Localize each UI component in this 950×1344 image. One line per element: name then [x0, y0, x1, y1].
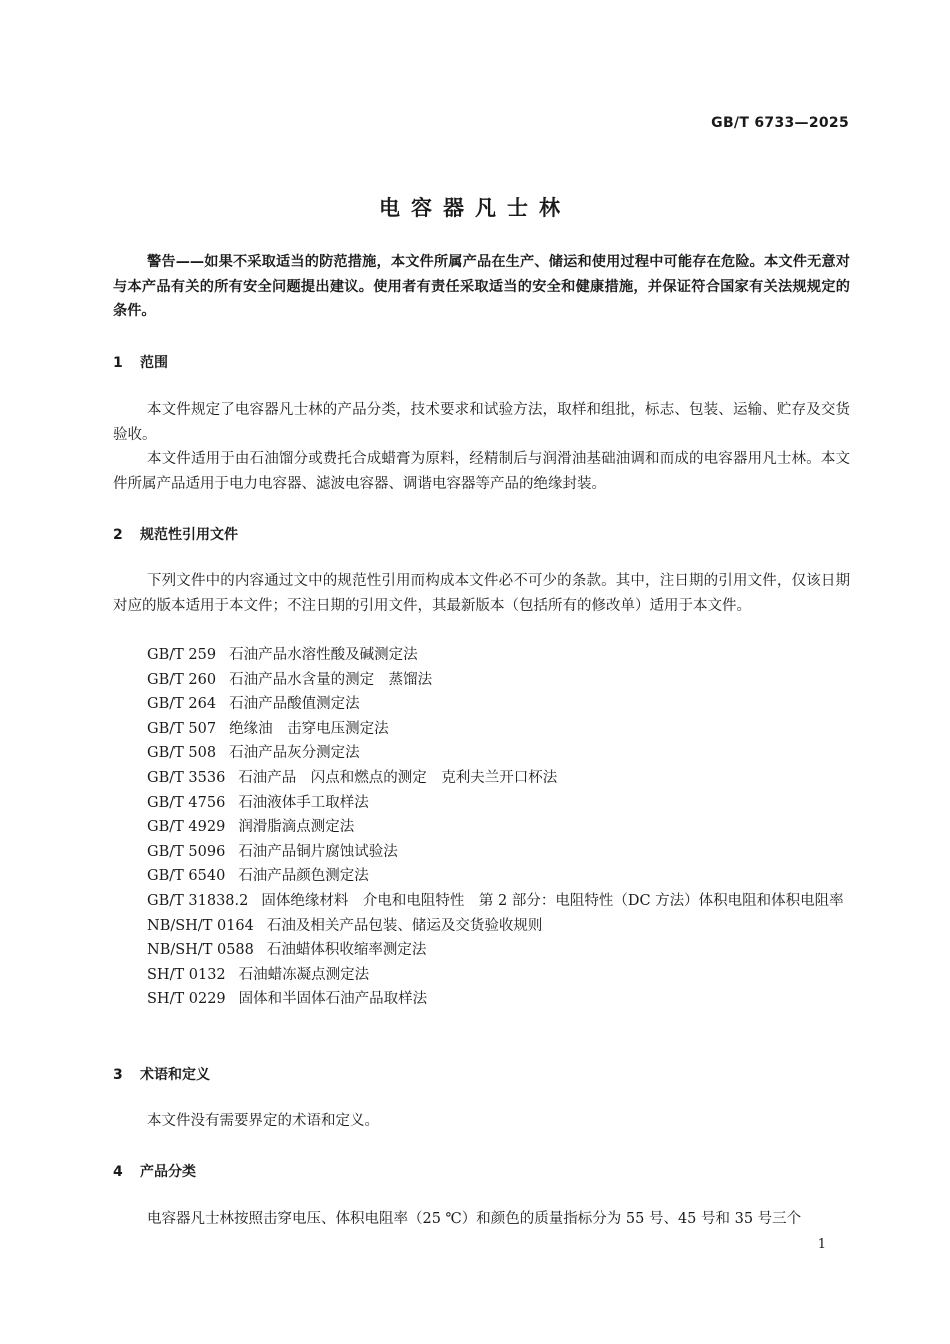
section-title: 规范性引用文件 [140, 527, 238, 543]
reference-code: GB/T 6540 [147, 868, 226, 885]
section-2-paragraph-1: 下列文件中的内容通过文中的规范性引用而构成本文件必不可少的条款。其中，注日期的引用文件，仅该日期对应的版本适用于本文件；不注日期的引用文件，其最新版本（包括所有的修改单）适用于本文件。 [113, 573, 850, 614]
reference-item [113, 668, 850, 693]
reference-item [113, 889, 850, 914]
reference-list [113, 643, 850, 1012]
reference-code: GB/T 4756 [147, 794, 226, 811]
section-3-heading [113, 1064, 210, 1084]
reference-code: GB/T 5096 [147, 843, 226, 860]
section-number: 1 [113, 355, 123, 371]
reference-title: 石油产品水溶性酸及碱测定法 [229, 647, 418, 663]
section-title: 范围 [140, 355, 168, 371]
section-number: 2 [113, 527, 123, 543]
section-1-paragraph-1: 本文件规定了电容器凡士林的产品分类，技术要求和试验方法，取样和组批，标志、包装、运输、贮存及交货验收。 [113, 402, 850, 443]
reference-item [113, 692, 850, 717]
reference-title: 石油产品颜色测定法 [238, 868, 369, 885]
reference-title: 石油蜡冻凝点测定法 [238, 966, 370, 983]
reference-code: NB/SH/T 0164 [147, 917, 254, 934]
section-1-paragraph-2: 本文件适用于由石油馏分或费托合成蜡膏为原料，经精制后与润滑油基础油调和而成的电容器用凡士林。本文件所属产品适用于电力电容器、滤波电容器、调谐电容器等产品的绝缘封装。 [113, 451, 850, 492]
reference-title: 石油蜡体积收缩率测定法 [266, 942, 427, 959]
reference-code: SH/T 0229 [147, 991, 226, 1008]
reference-title: 石油产品铜片腐蚀试验法 [238, 843, 398, 860]
reference-title: 石油产品灰分测定法 [229, 745, 360, 762]
reference-item [113, 864, 850, 889]
section-1-heading [113, 352, 168, 372]
reference-code: GB/T 259 [147, 647, 217, 663]
reference-code: GB/T 264 [147, 696, 217, 713]
reference-item [113, 938, 850, 963]
reference-item [113, 914, 850, 939]
section-2-heading [113, 524, 238, 544]
reference-code: GB/T 4929 [147, 819, 226, 836]
section-number: 3 [113, 1067, 123, 1083]
reference-title: 石油产品酸值测定法 [229, 696, 360, 713]
reference-title: 石油及相关产品包装、储运及交货验收规则 [266, 917, 543, 934]
reference-item [113, 717, 850, 742]
reference-title: 绝缘油 击穿电压测定法 [229, 720, 389, 737]
section-number: 4 [113, 1164, 123, 1180]
reference-item [113, 987, 850, 1012]
reference-title: 石油产品水含量的测定 蒸馏法 [229, 671, 433, 688]
section-title: 术语和定义 [140, 1067, 210, 1083]
reference-code: GB/T 31838.2 [147, 892, 249, 909]
reference-title: 固体绝缘材料 介电和电阻特性 第 2 部分：电阻特性（DC 方法）体积电阻和体积电阻率 [261, 892, 844, 909]
reference-code: GB/T 507 [147, 720, 217, 737]
reference-item [113, 815, 850, 840]
reference-code: GB/T 260 [147, 671, 217, 688]
reference-title: 石油液体手工取样法 [238, 794, 369, 811]
reference-title: 润滑脂滴点测定法 [238, 819, 355, 836]
section-4-paragraph-1: 电容器凡士林按照击穿电压、体积电阻率（25 ℃）和颜色的质量指标分为 55 号、45 号和 35 号三个 [147, 1211, 802, 1227]
standard-number: GB/T 6733—2025 [711, 115, 849, 131]
warning-paragraph: 警告——如果不采取适当的防范措施，本文件所属产品在生产、储运和使用过程中可能存在危险。本文件无意对与本产品有关的所有安全问题提出建议。使用者有责任采取适当的安全和健康措施，并保证符合国家有关法规规定的条件。 [113, 254, 850, 319]
reference-item [113, 791, 850, 816]
reference-title: 固体和半固体石油产品取样法 [238, 991, 428, 1008]
reference-code: SH/T 0132 [147, 966, 226, 983]
reference-code: GB/T 508 [147, 745, 217, 762]
reference-item [113, 766, 850, 791]
document-title: 电容器凡士林 [379, 196, 571, 220]
reference-code: GB/T 3536 [147, 769, 226, 786]
reference-item [113, 840, 850, 865]
page-number: 1 [817, 1237, 826, 1252]
section-4-heading [113, 1161, 196, 1181]
section-title: 产品分类 [140, 1164, 196, 1180]
reference-code: NB/SH/T 0588 [147, 942, 254, 959]
section-3-paragraph-1: 本文件没有需要界定的术语和定义。 [147, 1113, 379, 1129]
reference-item [113, 643, 850, 668]
reference-title: 石油产品 闪点和燃点的测定 克利夫兰开口杯法 [238, 769, 558, 786]
reference-item [113, 741, 850, 766]
reference-item [113, 963, 850, 988]
